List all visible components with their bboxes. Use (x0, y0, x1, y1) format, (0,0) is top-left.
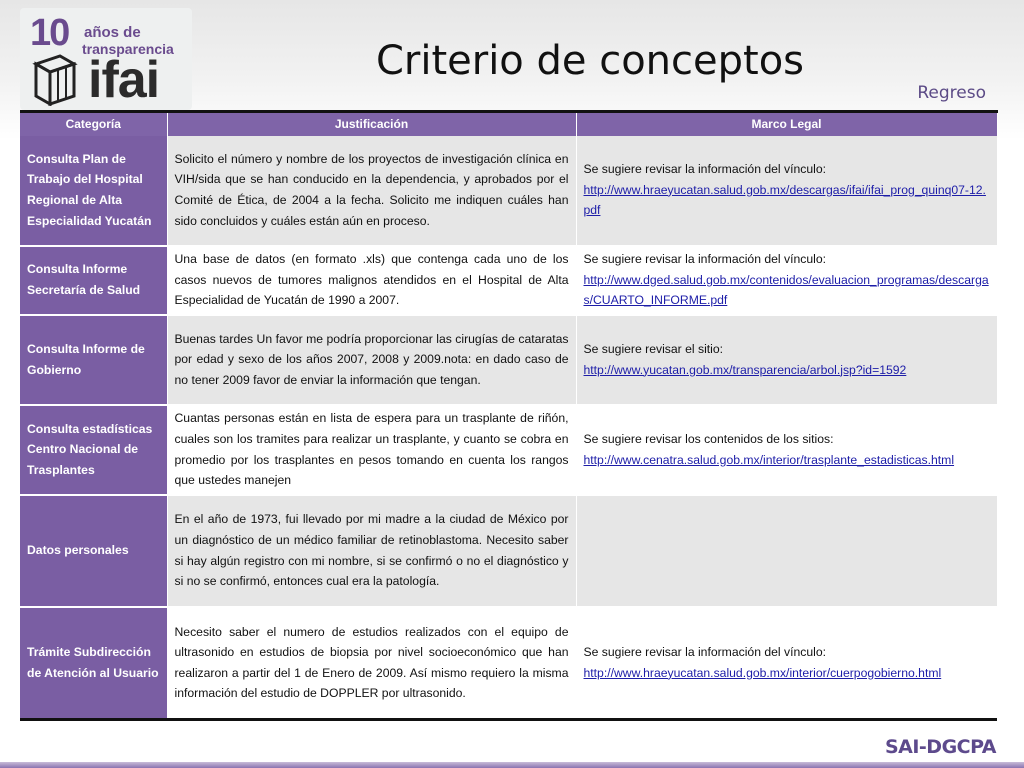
row-justification: Cuantas personas están en lista de espera para un trasplante de riñón, cuales son los tramites para realizar un trasplante, y cuanto se cobra en promedio por los trasplantes en pesos tomando en cuenta los rangos que ustedes manejen (167, 405, 576, 495)
table-row (20, 495, 997, 607)
row-category: Trámite Subdirección de Atención al Usuario (20, 607, 167, 720)
transparency-box-icon (30, 52, 78, 106)
legal-link[interactable]: http://www.yucatan.gob.mx/transparencia/arbol.jsp?id=1592 (583, 362, 907, 377)
legal-link[interactable]: http://www.cenatra.salud.gob.mx/interior/trasplante_estadisticas.html (583, 452, 955, 467)
row-legal (576, 315, 997, 405)
row-legal (576, 246, 997, 315)
legal-text: Se sugiere revisar la información del vínculo: (583, 252, 827, 267)
row-legal (576, 495, 997, 607)
logo-anos-de: años de (84, 24, 141, 41)
row-justification: En el año de 1973, fui llevado por mi madre a la ciudad de México por un diagnóstico de un médico familiar de retinoblastoma. Necesito saber si hay algún registro con mi nombre, si se confirmó o no el diagnóstico y si no se confirmó, entonces cual era la patología. (167, 495, 576, 607)
page-title: Criterio de conceptos (375, 38, 805, 84)
table-row (20, 315, 997, 405)
legal-text: Se sugiere revisar los contenidos de los sitios: (583, 431, 834, 446)
table-row (20, 405, 997, 495)
logo-ten: 10 (30, 12, 69, 54)
legal-text: Se sugiere revisar la información del vínculo: (583, 162, 827, 177)
row-category: Consulta estadísticas Centro Nacional de Trasplantes (20, 405, 167, 495)
table-row (20, 246, 997, 315)
row-legal (576, 405, 997, 495)
row-category: Consulta Informe Secretaría de Salud (20, 246, 167, 315)
row-legal (576, 136, 997, 246)
column-header-legal: Marco Legal (576, 112, 997, 136)
row-justification: Una base de datos (en formato .xls) que contenga cada uno de los casos nuevos de tumores malignos atendidos en el Hospital de Alta Especialidad de Yucatán de 1990 a 2007. (167, 246, 576, 315)
row-category: Consulta Plan de Trabajo del Hospital Regional de Alta Especialidad Yucatán (20, 136, 167, 246)
bottom-band (0, 762, 1024, 768)
column-header-justification: Justificación (167, 112, 576, 136)
row-justification: Solicito el número y nombre de los proyectos de investigación clínica en VIH/sida que se han conducido en la dependencia, y aprobados por el Comité de Ética, de 2004 a la fecha. Solicito me indiquen cuáles han sido concluidos y cuáles están aún en proceso. (167, 136, 576, 246)
back-link[interactable]: Regreso (917, 83, 986, 103)
legal-text: Se sugiere revisar la información del vínculo: (583, 645, 827, 660)
row-legal (576, 607, 997, 720)
table-row (20, 136, 997, 246)
logo-transparencia: transparencia (82, 41, 174, 57)
criteria-table (20, 110, 998, 721)
logo-brand: ifai (88, 51, 160, 109)
row-justification: Necesito saber el numero de estudios realizados con el equipo de ultrasonido en estudios de biopsia por nivel socioeconómico que han realizaron a partir del 1 de Enero de 2009. Así mismo requiero la misma información del estudio de DOPPLER por ultrasonido. (167, 607, 576, 720)
table-header-row (20, 112, 997, 136)
row-category: Consulta Informe de Gobierno (20, 315, 167, 405)
row-justification: Buenas tardes Un favor me podría proporcionar las cirugías de cataratas por edad y sexo de los años 2007, 2008 y 2009.nota: en dado caso de no tener 2009 favor de enviar la información que tengan. (167, 315, 576, 405)
legal-link[interactable]: http://www.hraeyucatan.salud.gob.mx/interior/cuerpogobierno.html (583, 665, 942, 680)
table-row (20, 607, 997, 720)
legal-link[interactable]: http://www.hraeyucatan.salud.gob.mx/descargas/ifai/ifai_prog_quinq07-12.pdf (583, 182, 986, 218)
column-header-category: Categoría (20, 112, 167, 136)
ifai-logo (20, 8, 192, 110)
legal-text: Se sugiere revisar el sitio: (583, 341, 724, 356)
row-category: Datos personales (20, 495, 167, 607)
legal-link[interactable]: http://www.dged.salud.gob.mx/contenidos/evaluacion_programas/descargas/CUARTO_INFORME.pdf (583, 272, 989, 308)
footer-label: SAI-DGCPA (884, 736, 996, 758)
